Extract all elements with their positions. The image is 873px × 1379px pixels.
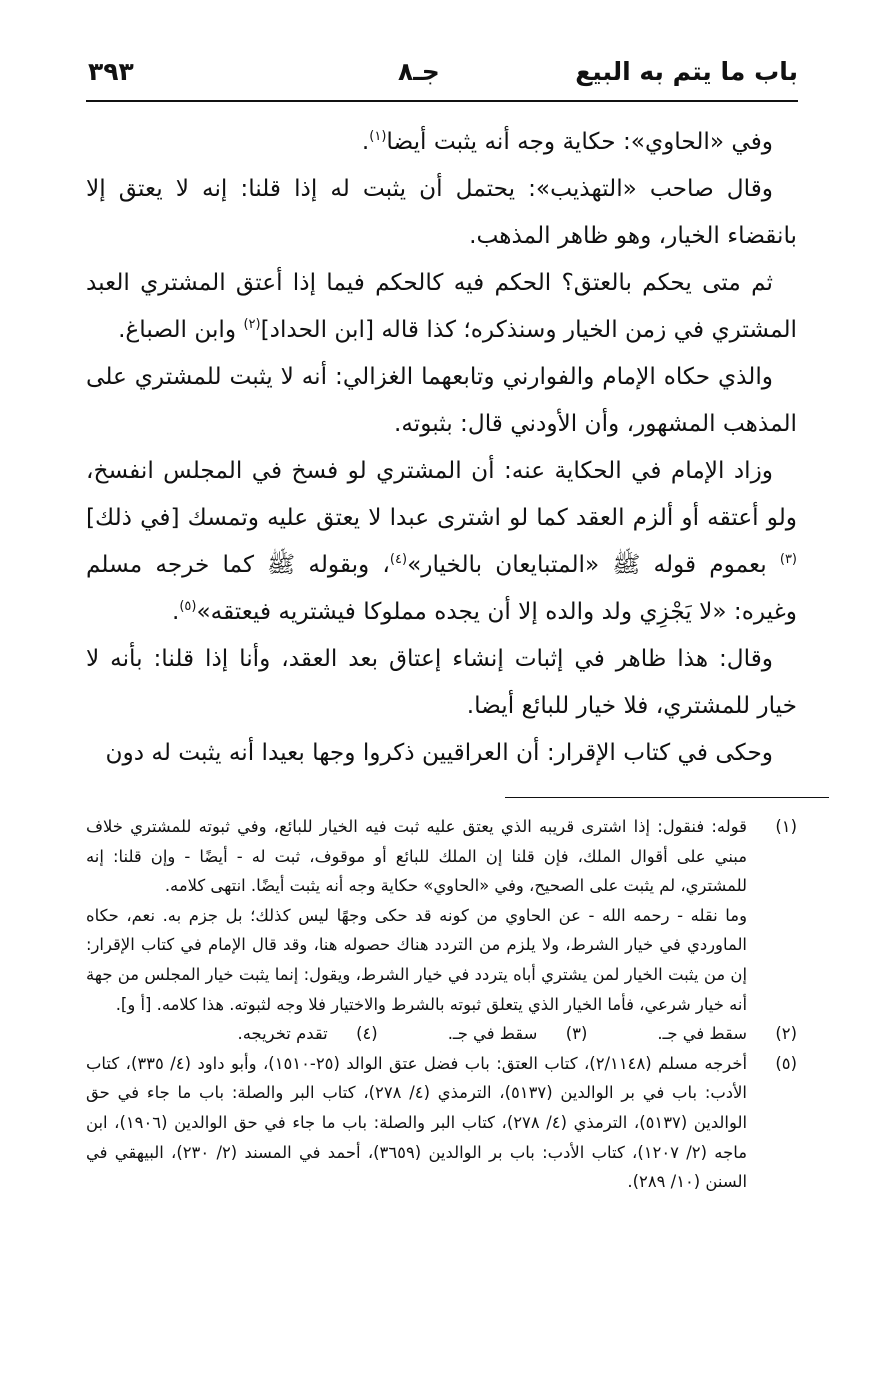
- footnote-text: [86, 812, 747, 1019]
- footnote-paragraph: وما نقله - رحمه الله - عن الحاوي من كونه قد حكى وجهًا ليس كذلك؛ بل جزم به. نعم، حكاه الماوردي في خيار الشرط، ولا يلزم من التردد هناك حصوله هنا، وقد قال الإمام في كتاب الإقرار: إن من يثبت الخيار لمن يشتري أباه يتردد في خيار الشرط، ويقول: إنما يثبت خيار المجلس من جهة أنه خيار شرعي، فأما الخيار الذي يتعلق ثبوته بالشرط والاختيار فلا وجه لثبوته. هذا كلامه. [أ و].: [86, 905, 747, 1014]
- chapter-title: باب ما يتم به البيع: [575, 57, 798, 86]
- paragraph: وقال: هذا ظاهر في إثبات إنشاء إعتاق بعد العقد، وأنا إذا قلنا: بأنه لا خيار للمشتري، فلا خيار للبائع أيضا.: [86, 645, 797, 719]
- paragraph: والذي حكاه الإمام والفوارني وتابعهما الغزالي: أنه لا يثبت للمشتري على المذهب المشهور، وأن الأودني قال: بثبوته.: [86, 363, 797, 437]
- header-rule: [86, 100, 798, 102]
- footnote-1: [86, 812, 797, 1019]
- footnote-text: سقط في جـ.: [657, 1024, 747, 1044]
- footnote-separator: [505, 797, 829, 798]
- footnote-number: (١): [775, 817, 797, 836]
- footnote-number: (٤): [356, 1024, 378, 1044]
- footnote-paragraph: قوله: فنقول: إذا اشترى قريبه الذي يعتق عليه ثبت فيه الخيار للبائع، وفي ثبوته للمشتري خلاف مبني على أقوال الملك، فإن قلنا إن الملك للبائع أو موقوف، ثبت له - أيضًا - وإن قلنا: إنه للمشتري، لم يثبت على الصحيح، وفي «الحاوي» حكاية وجه أنه يثبت أيضًا. انتهى كلامه.: [86, 817, 747, 896]
- footnote-number: (٥): [775, 1053, 797, 1073]
- paragraph-text: وزاد الإمام في الحكاية عنه: أن المشتري لو فسخ في المجلس انفسخ، ولو أعتقه أو ألزم العقد كما لو اشترى عبدا لا يعتق عليه وتمسك [في ذلك]: [86, 457, 797, 531]
- footnote-text: سقط في جـ.: [447, 1024, 538, 1044]
- running-header: [88, 55, 798, 97]
- footnote-ref[interactable]: (٣): [779, 552, 797, 567]
- footnote-ref[interactable]: (٢): [243, 317, 261, 332]
- page-number: ٣٩٣: [88, 57, 134, 86]
- footnote-5: [86, 1049, 797, 1197]
- paragraph-end: وابن الصباغ.: [118, 316, 244, 343]
- footnote-number: (٣): [565, 1024, 588, 1044]
- paragraph-text: بعموم قوله ﷺ «المتبايعان بالخيار»: [407, 551, 780, 578]
- main-text: [86, 118, 797, 776]
- footnotes: [86, 812, 797, 1197]
- paragraph: [86, 447, 797, 635]
- paragraph-end: .: [361, 128, 370, 155]
- paragraph: وقال صاحب «التهذيب»: يحتمل أن يثبت له إذا قلنا: إنه لا يعتق إلا بانقضاء الخيار، وهو ظاهر المذهب.: [86, 175, 797, 249]
- footnote-ref[interactable]: (٥): [179, 599, 197, 614]
- paragraph: وحكى في كتاب الإقرار: أن العراقيين ذكروا وجها بعيدا أنه يثبت له دون: [105, 739, 773, 766]
- paragraph: [86, 118, 797, 165]
- footnotes-2-3-4: [86, 1019, 797, 1049]
- paragraph-end: .: [171, 598, 180, 625]
- paragraph-text: وفي «الحاوي»: حكاية وجه أنه يثبت أيضا: [386, 128, 773, 155]
- footnote-number: (٢): [775, 1024, 797, 1044]
- footnote-text: تقدم تخريجه.: [237, 1024, 328, 1044]
- volume-label: جـ٨: [398, 57, 440, 86]
- footnote-text: أخرجه مسلم (٢/١١٤٨)، كتاب العتق: باب فضل عتق الوالد (٢٥-١٥١٠)، وأبو داود (٤/ ٣٣٥)، كتاب الأدب: باب في بر الوالدين (٥١٣٧)، الترمذي (٤/ ٢٧٨)، كتاب البر والصلة: باب ما جاء في حق الوالدين (٥١٣٧)، الترمذي (٤/ ٢٧٨)، كتاب البر والصلة: باب ما جاء في حق الوالدين (١٩٠٦)، ابن ماجه (٢/ ١٢٠٧)، كتاب الأدب: باب بر الوالدين (٣٦٥٩)، أحمد في المسند (٢/ ٢٣٠)، البيهقي في السنن (١٠/ ٢٨٩).: [86, 1053, 747, 1192]
- paragraph-text: ثم متى يحكم بالعتق؟ الحكم فيه كالحكم فيما إذا أعتق المشتري العبد المشتري في زمن الخيار وسنذكره؛ كذا قاله [ابن الحداد]: [86, 269, 797, 343]
- footnote-ref[interactable]: (١): [369, 129, 387, 144]
- paragraph: [86, 259, 797, 353]
- footnote-ref[interactable]: (٤): [389, 552, 408, 567]
- paragraph-text: ، وبقوله ﷺ كما خرجه مسلم وغيره: «لا يَجْزِي ولد والده إلا أن يجده مملوكا فيشتريه فيعتقه»: [86, 551, 797, 625]
